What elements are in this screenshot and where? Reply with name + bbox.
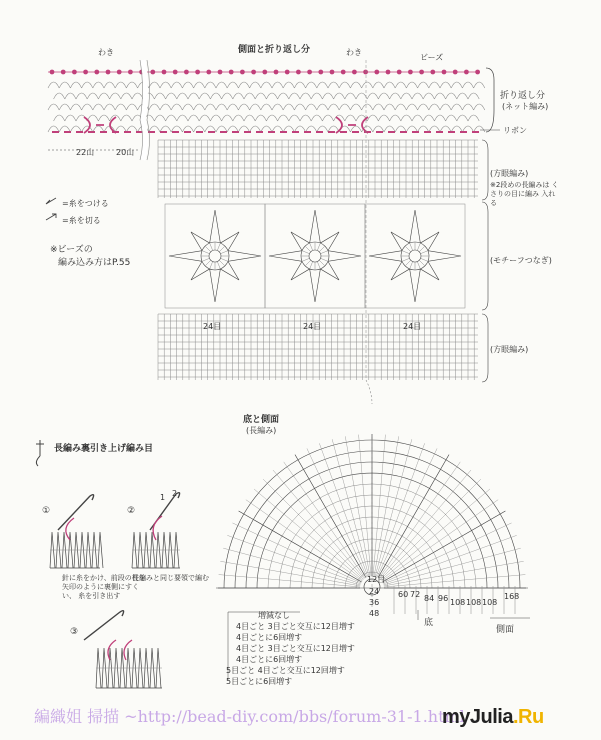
motif-spoke bbox=[410, 262, 413, 269]
side-label: 側面 bbox=[496, 625, 515, 635]
base-spoke bbox=[384, 548, 521, 585]
net-arc bbox=[126, 82, 137, 88]
net-arc bbox=[401, 115, 412, 121]
net-arc bbox=[278, 115, 289, 121]
motif-spoke bbox=[221, 258, 228, 261]
net-arc bbox=[255, 115, 266, 121]
net-arc bbox=[446, 115, 457, 121]
net-arc bbox=[457, 115, 468, 121]
motif-spoke bbox=[419, 246, 425, 252]
connector-dash bbox=[366, 380, 372, 404]
net-arc bbox=[451, 104, 462, 110]
net-arc bbox=[171, 82, 182, 88]
motif-petal bbox=[210, 210, 221, 243]
motif-petal bbox=[310, 269, 321, 302]
motif-spoke bbox=[302, 258, 309, 261]
net-arc bbox=[48, 82, 59, 88]
band-count-3: 24目 bbox=[403, 322, 422, 331]
net-arc bbox=[362, 82, 373, 88]
net-arc bbox=[322, 115, 333, 121]
net-arc bbox=[171, 104, 182, 110]
motif-spoke bbox=[205, 260, 211, 266]
net-arc bbox=[199, 93, 210, 99]
net-arc bbox=[110, 93, 121, 99]
net-arc bbox=[328, 104, 339, 110]
net-arc bbox=[210, 115, 221, 121]
net-arc bbox=[434, 93, 445, 99]
arrow-step-1: 1 bbox=[160, 493, 166, 502]
net-arc bbox=[378, 93, 389, 99]
net-arc bbox=[261, 104, 272, 110]
base-spoke bbox=[376, 443, 425, 576]
base-spoke bbox=[227, 535, 360, 584]
increase-note-0: 増減なし bbox=[258, 611, 290, 620]
net-arc bbox=[266, 115, 277, 121]
net-arc bbox=[166, 93, 177, 99]
motif-label: (モチーフつなぎ) bbox=[490, 256, 552, 265]
motif-ring-inner bbox=[309, 250, 321, 262]
mesh-brace-top bbox=[482, 140, 488, 200]
motif-spoke bbox=[217, 262, 220, 269]
net-arc bbox=[104, 104, 115, 110]
motif-spoke bbox=[402, 251, 409, 254]
net-arc bbox=[474, 82, 485, 88]
net-arc bbox=[216, 82, 227, 88]
motif-spoke bbox=[410, 243, 413, 250]
net-arc bbox=[350, 104, 361, 110]
motif-spoke bbox=[205, 246, 211, 252]
net-arc bbox=[294, 104, 305, 110]
motif-spoke bbox=[417, 243, 420, 250]
net-arc bbox=[390, 93, 401, 99]
base-spoke bbox=[223, 548, 360, 585]
net-arc bbox=[306, 104, 317, 110]
base-spoke bbox=[383, 523, 512, 583]
net-arc bbox=[272, 104, 283, 110]
net-arc bbox=[115, 82, 126, 88]
increase-note-6: 5目ごとに6回増す bbox=[226, 677, 293, 686]
bottom-label: 底 bbox=[424, 618, 434, 628]
net-arc bbox=[132, 93, 143, 99]
net-arc bbox=[289, 93, 300, 99]
net-arc bbox=[188, 93, 199, 99]
net-arc bbox=[59, 82, 70, 88]
net-arc bbox=[87, 93, 98, 99]
net-arc bbox=[440, 82, 451, 88]
increase-note-2: 4目ごとに6回増す bbox=[236, 633, 303, 642]
net-arc bbox=[367, 115, 378, 121]
motif-spoke bbox=[402, 258, 409, 261]
net-arc bbox=[334, 93, 345, 99]
motif-spoke bbox=[417, 262, 420, 269]
motif-petal bbox=[269, 251, 302, 262]
net-arc bbox=[367, 93, 378, 99]
net-arc bbox=[194, 104, 205, 110]
motif-spoke bbox=[202, 251, 209, 254]
net-arc bbox=[300, 93, 311, 99]
net-arc bbox=[210, 93, 221, 99]
net-arc bbox=[238, 104, 249, 110]
motif-spoke bbox=[305, 246, 311, 252]
net-arc bbox=[272, 82, 283, 88]
count-20-label: 20山 bbox=[116, 148, 135, 157]
net-arc bbox=[457, 93, 468, 99]
technique-step-1: ① bbox=[42, 506, 51, 516]
ribbon-bow bbox=[84, 117, 116, 133]
mesh-brace-bottom bbox=[482, 314, 488, 382]
net-arc bbox=[345, 115, 356, 121]
net-arc bbox=[434, 115, 445, 121]
motif-petal bbox=[310, 210, 321, 243]
break-gap bbox=[143, 60, 146, 160]
beads-label: ビーズ bbox=[420, 53, 444, 62]
net-arc bbox=[373, 104, 384, 110]
technique-step-3: ③ bbox=[70, 627, 79, 637]
net-arc bbox=[406, 104, 417, 110]
net-arc bbox=[216, 104, 227, 110]
attach-yarn-icon bbox=[46, 198, 56, 204]
outer-count-108a: 108 bbox=[450, 598, 466, 607]
base-spoke bbox=[377, 448, 437, 577]
net-arc bbox=[76, 93, 87, 99]
motif-petal bbox=[169, 251, 202, 262]
net-arc bbox=[468, 93, 479, 99]
net-arc bbox=[345, 93, 356, 99]
scan-watermark-text: 編織姐 掃描 ~http://bead-diy.com/bbs/forum-31-1.html bbox=[34, 707, 465, 726]
motif-frame bbox=[165, 204, 265, 308]
net-arc bbox=[160, 82, 171, 88]
net-arc bbox=[451, 82, 462, 88]
net-arc bbox=[356, 93, 367, 99]
net-arc bbox=[166, 115, 177, 121]
net-arc bbox=[401, 93, 412, 99]
net-arc bbox=[233, 115, 244, 121]
motif-spoke bbox=[419, 260, 425, 266]
motif-spoke bbox=[219, 246, 225, 252]
net-arc bbox=[300, 115, 311, 121]
net-arc bbox=[322, 93, 333, 99]
motif-frame bbox=[265, 204, 365, 308]
base-spoke bbox=[219, 575, 360, 587]
waki-label-right: わき bbox=[346, 48, 362, 57]
increase-note-3: 4目ごと 3目ごと交互に12目増す bbox=[236, 644, 355, 653]
motif-spoke bbox=[317, 262, 320, 269]
net-arc bbox=[177, 93, 188, 99]
legend-attach-yarn: =糸をつける bbox=[62, 199, 109, 208]
net-arc bbox=[266, 93, 277, 99]
technique-desc-1: 針に糸をかけ、前段の柱を 矢印のように裏側にすくい、 糸を引き出す bbox=[62, 574, 146, 600]
net-arc bbox=[205, 82, 216, 88]
net-arc bbox=[317, 82, 328, 88]
base-spoke bbox=[380, 479, 480, 579]
net-arc bbox=[311, 93, 322, 99]
net-arc bbox=[154, 115, 165, 121]
net-arc bbox=[328, 82, 339, 88]
brand-main: myJulia bbox=[442, 706, 513, 728]
increase-note-1: 4目ごと 3目ごと交互に12目増す bbox=[236, 622, 355, 631]
base-spoke bbox=[307, 448, 367, 577]
net-arc bbox=[362, 104, 373, 110]
motif-ring-inner bbox=[409, 250, 421, 262]
outer-count-72: 72 bbox=[410, 590, 421, 599]
base-spoke bbox=[373, 435, 385, 576]
net-arc bbox=[384, 104, 395, 110]
net-arc bbox=[70, 82, 81, 88]
motif-petal bbox=[428, 251, 461, 262]
hook-step1-icon bbox=[58, 495, 94, 530]
motif-spoke bbox=[210, 262, 213, 269]
net-arc bbox=[222, 93, 233, 99]
net-arc bbox=[227, 82, 238, 88]
motif-petal bbox=[328, 251, 361, 262]
net-arc bbox=[283, 104, 294, 110]
motif-spoke bbox=[421, 258, 428, 261]
waki-label-left: わき bbox=[98, 48, 114, 57]
net-arc bbox=[238, 82, 249, 88]
motif-spoke bbox=[202, 258, 209, 261]
net-arc bbox=[283, 82, 294, 88]
side-fold-title: 側面と折り返し分 bbox=[238, 45, 311, 55]
outer-count-108c: 108 bbox=[482, 598, 498, 607]
bottom-side-subtitle: (長編み) bbox=[246, 426, 277, 435]
net-arc bbox=[194, 82, 205, 88]
net-arc bbox=[59, 104, 70, 110]
motif-spoke bbox=[221, 251, 228, 254]
motif-petal bbox=[228, 251, 261, 262]
net-arc bbox=[222, 115, 233, 121]
net-arc bbox=[429, 82, 440, 88]
technique-step-2: ② bbox=[127, 506, 136, 516]
ribbon-label: リボン bbox=[503, 126, 527, 135]
net-arc bbox=[468, 115, 479, 121]
motif-spoke bbox=[321, 258, 328, 261]
motif-spoke bbox=[219, 260, 225, 266]
net-arc bbox=[70, 104, 81, 110]
net-arc bbox=[317, 104, 328, 110]
net-arc bbox=[177, 115, 188, 121]
net-arc bbox=[395, 82, 406, 88]
increase-note-4: 4目ごとに6回増す bbox=[236, 655, 303, 664]
base-spoke bbox=[319, 443, 368, 576]
legend-cut-yarn: =糸を切る bbox=[62, 216, 101, 225]
net-arc bbox=[82, 82, 93, 88]
net-arc bbox=[104, 82, 115, 88]
motif-spoke bbox=[217, 243, 220, 250]
net-arc bbox=[474, 104, 485, 110]
fold-title: 折り返し分 bbox=[500, 91, 546, 101]
base-spoke bbox=[375, 439, 412, 576]
base-spoke bbox=[232, 523, 361, 583]
net-arc bbox=[98, 93, 109, 99]
motif-spoke bbox=[405, 246, 411, 252]
net-arc bbox=[98, 115, 109, 121]
base-spoke bbox=[384, 575, 525, 587]
fold-brace bbox=[486, 68, 494, 132]
mesh-rows-label-top: (方眼編み) bbox=[490, 169, 529, 178]
motif-frame bbox=[365, 204, 465, 308]
outer-count-60: 60 bbox=[398, 590, 409, 599]
increase-note-5: 5目ごと 4目ごと交互に12回増す bbox=[226, 666, 345, 675]
net-arc bbox=[306, 82, 317, 88]
motif-petal bbox=[410, 210, 421, 243]
fold-subtitle: (ネット編み) bbox=[502, 102, 549, 111]
net-arc bbox=[384, 82, 395, 88]
net-arc bbox=[261, 82, 272, 88]
net-arc bbox=[93, 104, 104, 110]
band-count-1: 24目 bbox=[203, 322, 222, 331]
net-arc bbox=[446, 93, 457, 99]
net-arc bbox=[423, 115, 434, 121]
net-arc bbox=[149, 104, 160, 110]
beads-note-line1: ※ビーズの bbox=[50, 245, 93, 255]
net-arc bbox=[339, 82, 350, 88]
net-arc bbox=[390, 115, 401, 121]
net-arc bbox=[462, 82, 473, 88]
net-arc bbox=[250, 104, 261, 110]
net-arc bbox=[160, 104, 171, 110]
beads-note-line2: 編み込み方はP.55 bbox=[58, 258, 131, 268]
outer-count-168: 168 bbox=[504, 592, 520, 601]
technique-desc-2: 長編みと同じ要領で編む bbox=[132, 574, 209, 582]
row2-note: ※2段めの長編みは くさりの目に編み 入れる bbox=[490, 181, 559, 207]
net-arc bbox=[227, 104, 238, 110]
motif-spoke bbox=[310, 262, 313, 269]
net-arc bbox=[350, 82, 361, 88]
hook-step3-icon bbox=[84, 611, 124, 640]
net-arc bbox=[199, 115, 210, 121]
net-arc bbox=[188, 115, 199, 121]
net-arc bbox=[115, 104, 126, 110]
brand-ru: .Ru bbox=[512, 706, 544, 728]
motif-spoke bbox=[302, 251, 309, 254]
motif-petal bbox=[369, 251, 402, 262]
net-arc bbox=[48, 104, 59, 110]
motif-spoke bbox=[305, 260, 311, 266]
cut-yarn-icon bbox=[46, 214, 56, 220]
net-arc bbox=[121, 115, 132, 121]
net-arc bbox=[418, 82, 429, 88]
net-arc bbox=[339, 104, 350, 110]
net-arc bbox=[294, 82, 305, 88]
net-arc bbox=[278, 93, 289, 99]
net-arc bbox=[233, 93, 244, 99]
motif-brace bbox=[482, 202, 488, 310]
net-arc bbox=[244, 93, 255, 99]
motif-petal bbox=[410, 269, 421, 302]
net-arc bbox=[418, 104, 429, 110]
net-arc bbox=[412, 115, 423, 121]
motif-spoke bbox=[319, 260, 325, 266]
motif-spoke bbox=[405, 260, 411, 266]
ring-count-24: 24 bbox=[369, 587, 380, 596]
motif-spoke bbox=[310, 243, 313, 250]
base-spoke bbox=[383, 535, 516, 584]
net-arc bbox=[440, 104, 451, 110]
net-arc bbox=[378, 115, 389, 121]
motif-spoke bbox=[319, 246, 325, 252]
net-arc bbox=[311, 115, 322, 121]
base-spoke bbox=[332, 439, 369, 576]
net-arc bbox=[406, 82, 417, 88]
motif-spoke bbox=[210, 243, 213, 250]
motif-petal bbox=[210, 269, 221, 302]
outer-count-96: 96 bbox=[438, 594, 449, 603]
net-arc bbox=[82, 104, 93, 110]
net-arc bbox=[93, 82, 104, 88]
mesh-rows-label-bottom: (方眼編み) bbox=[490, 345, 529, 354]
technique-title: 長編み裏引き上げ編み目 bbox=[54, 444, 154, 454]
outer-count-84: 84 bbox=[424, 594, 435, 603]
net-arc bbox=[205, 104, 216, 110]
brand-logo bbox=[442, 706, 544, 729]
net-arc bbox=[121, 93, 132, 99]
net-arc bbox=[462, 104, 473, 110]
net-arc bbox=[65, 115, 76, 121]
net-arc bbox=[182, 82, 193, 88]
base-spoke bbox=[263, 479, 363, 579]
ring-count-48: 48 bbox=[369, 609, 380, 618]
net-arc bbox=[126, 104, 137, 110]
ring-count-12: 12目 bbox=[367, 575, 386, 584]
net-arc bbox=[154, 93, 165, 99]
net-arc bbox=[412, 93, 423, 99]
count-22-label: 22山 bbox=[76, 148, 95, 157]
stitch-symbol-icon bbox=[36, 440, 44, 466]
net-arc bbox=[395, 104, 406, 110]
motif-spoke bbox=[317, 243, 320, 250]
net-arc bbox=[250, 82, 261, 88]
net-arc bbox=[289, 115, 300, 121]
net-arc bbox=[429, 104, 440, 110]
base-spoke bbox=[359, 435, 371, 576]
net-arc bbox=[65, 93, 76, 99]
outer-count-108b: 108 bbox=[466, 598, 482, 607]
motif-ring-inner bbox=[209, 250, 221, 262]
bottom-side-title: 底と側面 bbox=[243, 415, 280, 425]
motif-spoke bbox=[321, 251, 328, 254]
net-arc bbox=[423, 93, 434, 99]
ring-count-36: 36 bbox=[369, 598, 380, 607]
net-arc bbox=[182, 104, 193, 110]
net-arc bbox=[373, 82, 384, 88]
band-count-2: 24目 bbox=[303, 322, 322, 331]
net-arc bbox=[54, 115, 65, 121]
net-arc bbox=[244, 115, 255, 121]
net-arc bbox=[255, 93, 266, 99]
arrow-step-2: 2 bbox=[172, 489, 178, 498]
motif-spoke bbox=[421, 251, 428, 254]
ribbon-bow bbox=[336, 117, 368, 133]
net-arc bbox=[149, 82, 160, 88]
net-arc bbox=[54, 93, 65, 99]
